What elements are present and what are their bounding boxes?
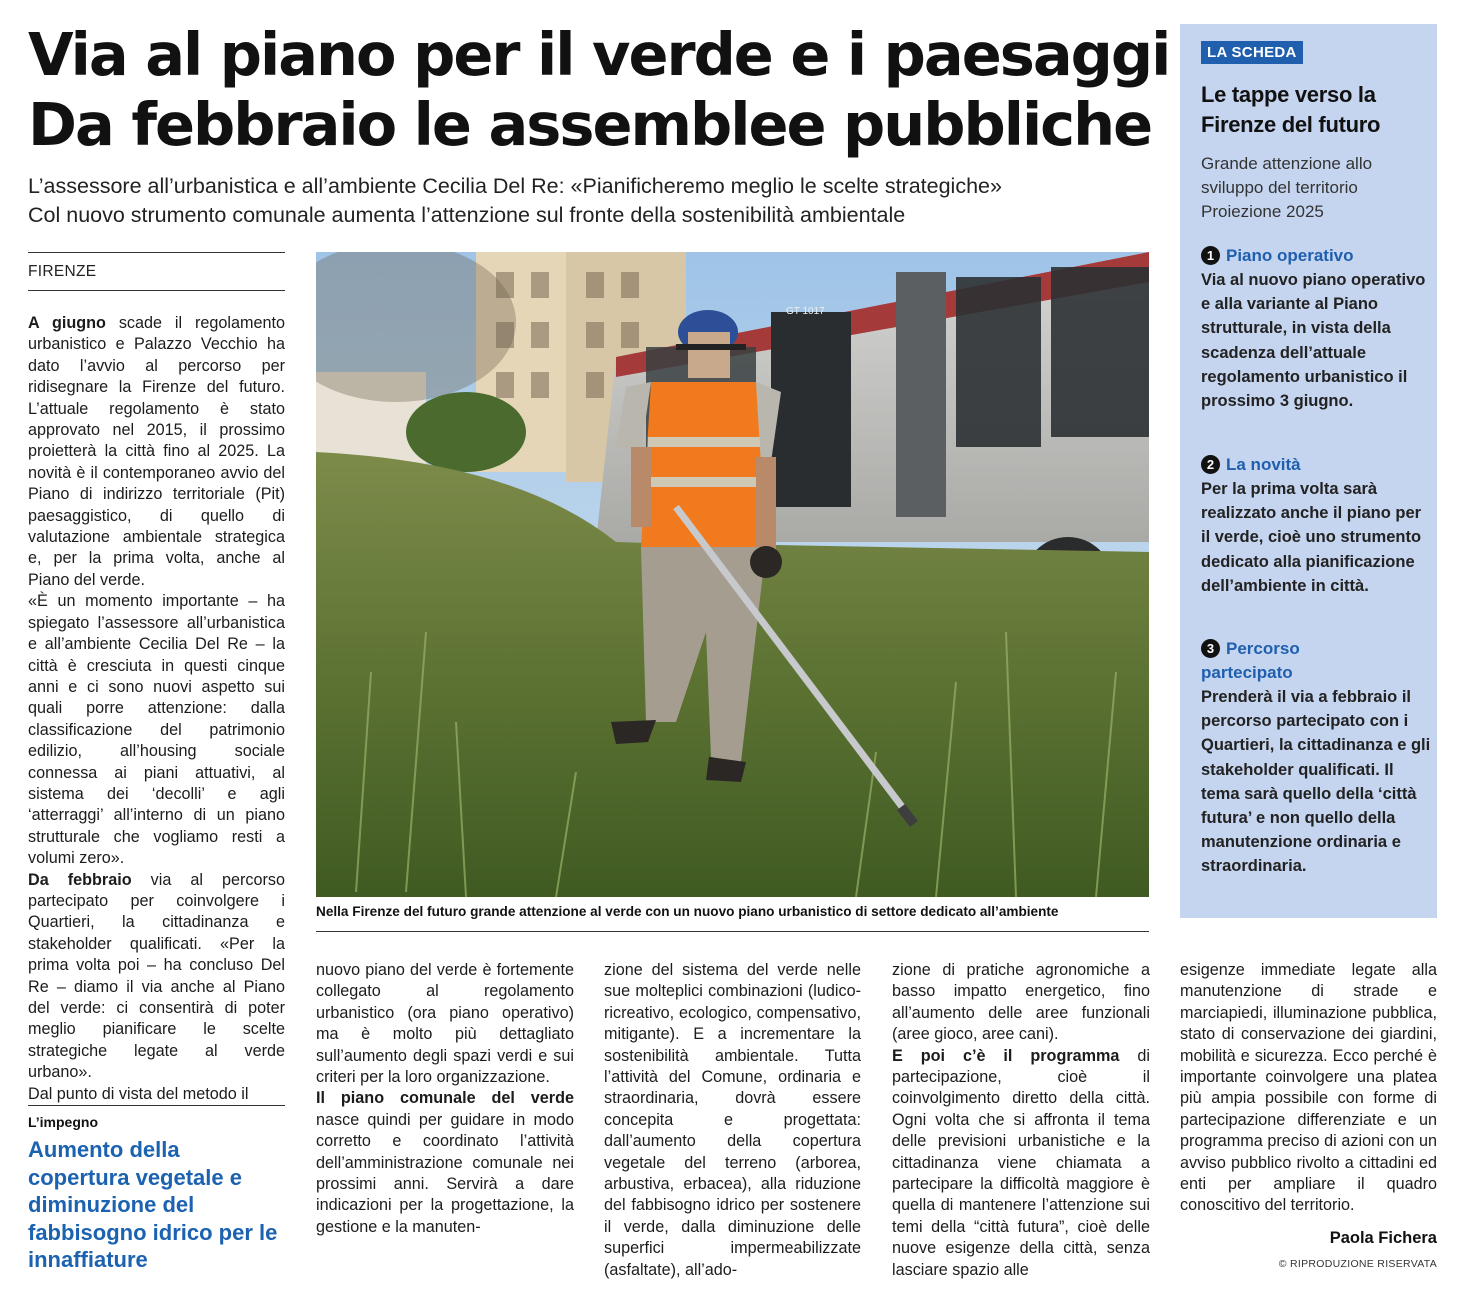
headline-line-1: Via al piano per il verde e i paesaggi (28, 20, 1170, 89)
number-1-icon: 1 (1201, 246, 1220, 265)
sidebar-intro: Grande attenzione allo sviluppo del territorio Proiezione 2025 (1201, 154, 1373, 221)
paragraph-text: nasce quindi per guidare in modo corretto e coordinato l’attività dell’amministrazione comunale nei prossimi anni. Servirà a dare indicazioni per la progettazione, la gestione e la manuten- (316, 1110, 574, 1236)
number-3-icon: 3 (1201, 639, 1220, 658)
article-photo (316, 252, 1149, 897)
sidebar-item-piano-operativo (1201, 244, 1431, 413)
sidebar-title: Le tappe verso la Firenze del futuro (1201, 82, 1381, 137)
sidebar-item-text: Via al nuovo piano operativo e alla variante al Piano strutturale, in vista della scadenza dell’attuale regolamento urbanistico il prossimo 3 giugno. (1201, 271, 1426, 411)
subheadline (28, 172, 1168, 230)
sidebar-item-text: Prenderà il via a febbraio il percorso partecipato con i Quartieri, la cittadinanza e gli stakeholder qualificati. Il tema sarà quello della ‘città futura’ e non quello della manutenzione ordinaria e straordinaria. (1201, 688, 1431, 876)
paragraph-text: via al percorso partecipato per coinvolgere i Quartieri, la cittadinanza e stakeholder qualificati. «Per la prima volta poi – ha concluso Del Re – diamo il via anche al Piano del verde: ci consentirà di poter meglio pianificare le scelte strategiche legate al verde urbano». (28, 870, 285, 1082)
article-column-5 (1180, 960, 1437, 1217)
article-column-2 (316, 960, 574, 1238)
headline-line-2: Da febbraio le assemblee pubbliche (28, 90, 1152, 159)
copyright-notice: © RIPRODUZIONE RISERVATA (1278, 1258, 1437, 1270)
article-paragraph: Dal punto di vista del metodo il (28, 1084, 249, 1103)
sidebar-item-heading (1201, 244, 1431, 268)
tram-number: GT 1017 (786, 306, 825, 317)
sidebar-item-la-novita (1201, 453, 1431, 598)
impegno-title: Aumento della copertura vegetale e diminuzione del fabbisogno idrico per le innaffiature (28, 1137, 278, 1272)
paragraph-text: di partecipazione, cioè il coinvolgimento diretto della città. Ogni volta che si affronta il tema delle previsioni urbanistiche e la cittadinanza viene chiamata a partecipare la difficoltà maggiore è quella di mantenere l’attenzione sui temi della “città futura”, cioè delle nuove esigenze della città, senza lasciare spazio alle (892, 1046, 1150, 1279)
subheadline-line-1: L’assessore all’urbanistica e all’ambiente Cecilia Del Re: «Pianificheremo meglio le scelte strategiche» (28, 174, 1002, 198)
article-paragraph: zione del sistema del verde nelle sue molteplici combinazioni (ludico-ricreativo, ecologico, compensativo, mitigante). E a incrementare la sostenibilità ambientale. Tutta l’attività del Comune, ordinaria e straordinaria, dovrà essere concepita e progettata: dall’aumento della copertura vegetale del terreno (arborea, arbustiva, erbacea), alla riduzione del fabbisogno idrico per sostenere il verde, dalla diminuzione delle superfici impermeabilizzate (asfaltate), all’ado- (604, 961, 861, 1279)
worker-mowing-photo (316, 252, 1149, 897)
impegno-kicker: L’impegno (28, 1114, 98, 1130)
impegno-box (28, 1105, 285, 1274)
lead-in: A giugno (28, 314, 106, 332)
article-column-4 (892, 960, 1150, 1281)
article-paragraph: nuovo piano del verde è fortemente collegato al regolamento urbanistico (ora piano operativo) ma è molto più dettagliato sull’aumento degli spazi verdi e sui criteri per la loro organizzazione. (316, 961, 574, 1087)
author-byline: Paola Fichera (1329, 1229, 1437, 1247)
article-column-3 (604, 960, 861, 1281)
paragraph-text: scade il regolamento urbanistico e Palazzo Vecchio ha dato l’avvio al percorso per ridisegnare la Firenze del futuro. L’attuale regolamento è stato approvato nel 2015, il prossimo proietterà la città fino al 2025. La novità è il contemporaneo avvio del Piano di indirizzo territoriale (Pit) paesaggistico, di quello di valutazione ambientale strategica e, per la prima volta, anche al Piano del verde. (28, 314, 286, 589)
lead-in: Da febbraio (28, 870, 132, 889)
number-2-icon: 2 (1201, 455, 1220, 474)
sidebar-scheda (1180, 24, 1437, 918)
sidebar-item-heading (1201, 637, 1341, 685)
sidebar-item-heading (1201, 453, 1431, 477)
lead-in: Il piano comunale del verde (316, 1089, 574, 1108)
article-paragraph: zione di pratiche agronomiche a basso impatto energetico, fino all’aumento delle aree funzionali (aree gioco, aree cani). (892, 961, 1150, 1044)
article-paragraph (28, 313, 285, 591)
article-paragraph (316, 1088, 574, 1238)
dateline: FIRENZE (28, 252, 285, 291)
subheadline-line-2: Col nuovo strumento comunale aumenta l’attenzione sul fronte della sostenibilità ambientale (28, 203, 906, 227)
sidebar-item-title: La novità (1226, 455, 1301, 474)
article-paragraph (28, 870, 285, 1084)
article-paragraph: «È un momento importante – ha spiegato l’assessore all’urbanistica e all’ambiente Cecilia Del Re – la città è cresciuta in questi cinque anni e ci sono nuovi aspetto sui quali porre attenzione: dalla classificazione del patrimonio edilizio, all’housing sociale connessa ai piani attuativi, al sistema dei ‘decolli’ e agli ‘atterraggi’ all’interno di un piano strutturale che vogliamo resti a volumi zero». (28, 592, 285, 868)
sidebar-item-percorso-partecipato (1201, 637, 1431, 879)
article-paragraph: esigenze immediate legate alla manutenzione di strade e marciapiedi, illuminazione pubblica, stato di conservazione dei giardini, mobilità e sicurezza. Ecco perché è importante coinvolgere una platea più ampia possibile con forme di partecipazione differenziate e un programma preciso di azioni con un avviso pubblico rivolto a cittadini ed enti per ampliare il quadro conoscitivo del territorio. (1180, 961, 1437, 1215)
sidebar-item-text: Per la prima volta sarà realizzato anche il piano per il verde, cioè uno strumento dedicato alla pianificazione dell’ambiente in città. (1201, 480, 1422, 595)
headline (28, 20, 1170, 160)
lead-in: E poi c’è il programma (892, 1046, 1120, 1065)
sidebar-badge: LA SCHEDA (1201, 41, 1303, 64)
photo-caption: Nella Firenze del futuro grande attenzione al verde con un nuovo piano urbanistico di settore dedicato all’ambiente (316, 904, 1149, 932)
sidebar-item-title: Percorso partecipato (1201, 639, 1300, 682)
article-column-1 (28, 313, 285, 1105)
article-paragraph (892, 1046, 1150, 1281)
sidebar-item-title: Piano operativo (1226, 246, 1354, 265)
